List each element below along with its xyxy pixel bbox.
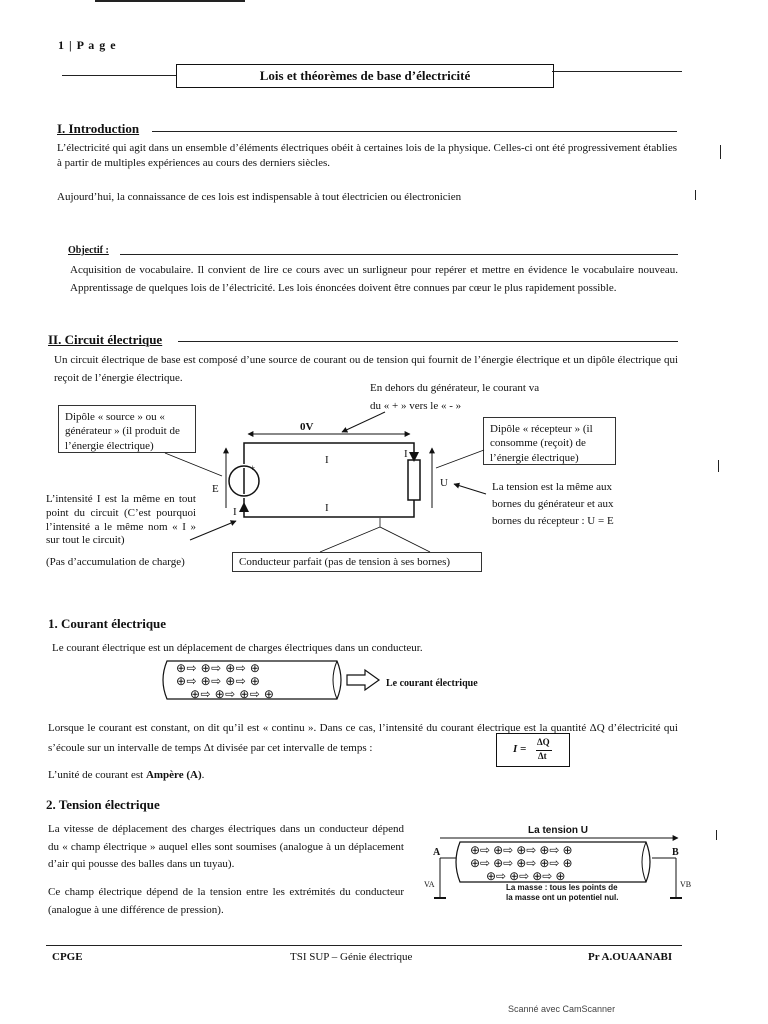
- generator-note: En dehors du générateur, le courant va du « + » vers le « - »: [370, 382, 540, 412]
- label-u: U: [440, 477, 448, 489]
- tension-paragraph-1: La vitesse de déplacement des charges électriques dans un conducteur dépend du « champ électrique » auquel elles sont soumises (analogue à un déplacement d’air qui pousse des balles dans un tuyau).: [48, 823, 404, 871]
- conductor-pointer-2: [380, 527, 430, 552]
- current-unit-name: Ampère (A): [145, 769, 202, 781]
- charges-row-1: ⊕⇨ ⊕⇨ ⊕⇨ ⊕: [176, 661, 261, 675]
- current-arrow-label: Le courant électrique: [386, 678, 478, 689]
- label-0v: 0V: [300, 421, 314, 433]
- label-b: B: [672, 847, 679, 858]
- footer-center: TSI SUP – Génie électrique: [290, 951, 413, 963]
- masse-note: La masse : tous les points de la masse ont un potentiel nul.: [506, 883, 619, 902]
- conductor-pointer: [320, 518, 380, 552]
- margin-mark-1: [720, 145, 721, 159]
- page-title: Lois et théorèmes de base d’électricité: [176, 64, 554, 88]
- current-unit-prefix: L’unité de courant est: [48, 769, 146, 781]
- footer-rule: [46, 945, 682, 946]
- objectif-text: Acquisition de vocabulaire. Il convient de lire ce cours avec un surligneur pour repérer et mettre en évidence le vocabulaire nouveau. Apprentissage de quelques lois de l’électricité. Les lois énoncées doivent être connues par cœur le plus rapidement possible.: [70, 264, 678, 294]
- receiver-box-pointer: [436, 450, 484, 468]
- formula-box: [496, 733, 570, 767]
- scanner-watermark: Scanné avec CamScanner: [508, 1004, 616, 1014]
- resistor-symbol: [408, 460, 420, 500]
- formula-denominator: Δt: [538, 751, 547, 761]
- label-va: VA: [424, 880, 435, 889]
- intro-heading: I. Introduction: [57, 121, 140, 136]
- objectif-label: Objectif :: [68, 245, 109, 256]
- tension-figure-title: La tension U: [528, 825, 589, 836]
- page-label: 1 | P a g e: [58, 38, 117, 52]
- label-i-left: I: [233, 506, 237, 518]
- tension-charges-row-1: ⊕⇨ ⊕⇨ ⊕⇨ ⊕⇨ ⊕: [470, 843, 573, 857]
- label-a: A: [433, 847, 441, 858]
- margin-mark-2: [695, 190, 696, 200]
- tension-heading: 2. Tension électrique: [46, 797, 160, 812]
- courant-heading: 1. Courant électrique: [48, 616, 167, 631]
- label-i-right: I: [404, 448, 408, 460]
- charges-row-2: ⊕⇨ ⊕⇨ ⊕⇨ ⊕: [176, 674, 261, 688]
- label-i-bottom: I: [325, 502, 329, 514]
- source-box: Dipôle « source » ou « générateur » (il produit de l’énergie électrique): [58, 405, 196, 453]
- margin-mark-3: [718, 460, 719, 472]
- intro-paragraph-2: Aujourd’hui, la connaissance de ces lois est indispensable à tout électricien ou électronicien: [57, 191, 462, 203]
- intro-paragraph-1: L’électricité qui agit dans un ensemble d’éléments électriques obéit à certaines lois de la physique. Celles-ci ont été progressivement établies à partir de multiples expériences au cours des derniers siècles.: [57, 142, 677, 169]
- charges-row-3: ⊕⇨ ⊕⇨ ⊕⇨ ⊕: [190, 687, 275, 701]
- intensity-note: L’intensité I est la même en tout point du circuit (C’est pourquoi l’intensité a le même nom « I » sur tout le circuit): [46, 493, 196, 547]
- label-i-top: I: [325, 454, 329, 466]
- tension-charges-row-3: ⊕⇨ ⊕⇨ ⊕⇨ ⊕: [486, 869, 566, 883]
- formula-numerator: ΔQ: [537, 737, 550, 747]
- current-unit-suffix: .: [201, 769, 205, 781]
- gen-note-pointer: [342, 412, 385, 432]
- tension-note: La tension est la même aux bornes du générateur et aux bornes du récepteur : U = E: [492, 481, 614, 528]
- current-unit: [48, 768, 204, 783]
- margin-mark-4: [716, 830, 717, 840]
- courant-paragraph: Lorsque le courant est constant, on dit qu’il est « continu ». Dans ce cas, l’intensité du courant électrique est la quantité ΔQ d’électricité qui s’écoule sur un intervalle de temps Δt divisée par cet intervalle de temps :: [48, 722, 678, 754]
- receiver-box: Dipôle « récepteur » (il consomme (reçoit) de l’énergie électrique): [483, 417, 616, 465]
- circuit-intro: Un circuit électrique de base est composé d’une source de courant ou de tension qui fournit de l’énergie électrique et un dipôle électrique qui reçoit de l’énergie électrique.: [54, 354, 678, 384]
- label-vb: VB: [680, 880, 692, 889]
- label-e: E: [212, 483, 219, 495]
- circuit-heading: II. Circuit électrique: [48, 332, 163, 347]
- label-plus: +: [250, 463, 256, 473]
- footer-right: Pr A.OUAANABI: [588, 951, 673, 963]
- source-box-pointer: [165, 453, 222, 476]
- footer-left: CPGE: [52, 951, 83, 963]
- conductor-box: Conducteur parfait (pas de tension à ses bornes): [232, 552, 482, 572]
- tension-charges-row-2: ⊕⇨ ⊕⇨ ⊕⇨ ⊕⇨ ⊕: [470, 856, 573, 870]
- current-big-arrow: [347, 670, 379, 690]
- tension-tube-end: [642, 842, 646, 882]
- formula-lhs: I =: [513, 743, 527, 755]
- tension-pointer: [454, 484, 486, 494]
- conductor-tube-end: [333, 661, 337, 699]
- current-arrow-left: [239, 502, 249, 512]
- accumulation-note: (Pas d’accumulation de charge): [46, 556, 185, 568]
- tension-paragraph-2: Ce champ électrique dépend de la tension entre les extrémités du conducteur (analogue à une différence de pression).: [48, 886, 404, 916]
- courant-definition: Le courant électrique est un déplacement de charges électriques dans un conducteur.: [52, 642, 423, 654]
- intensity-pointer: [190, 521, 236, 540]
- circuit-wires: [244, 443, 414, 517]
